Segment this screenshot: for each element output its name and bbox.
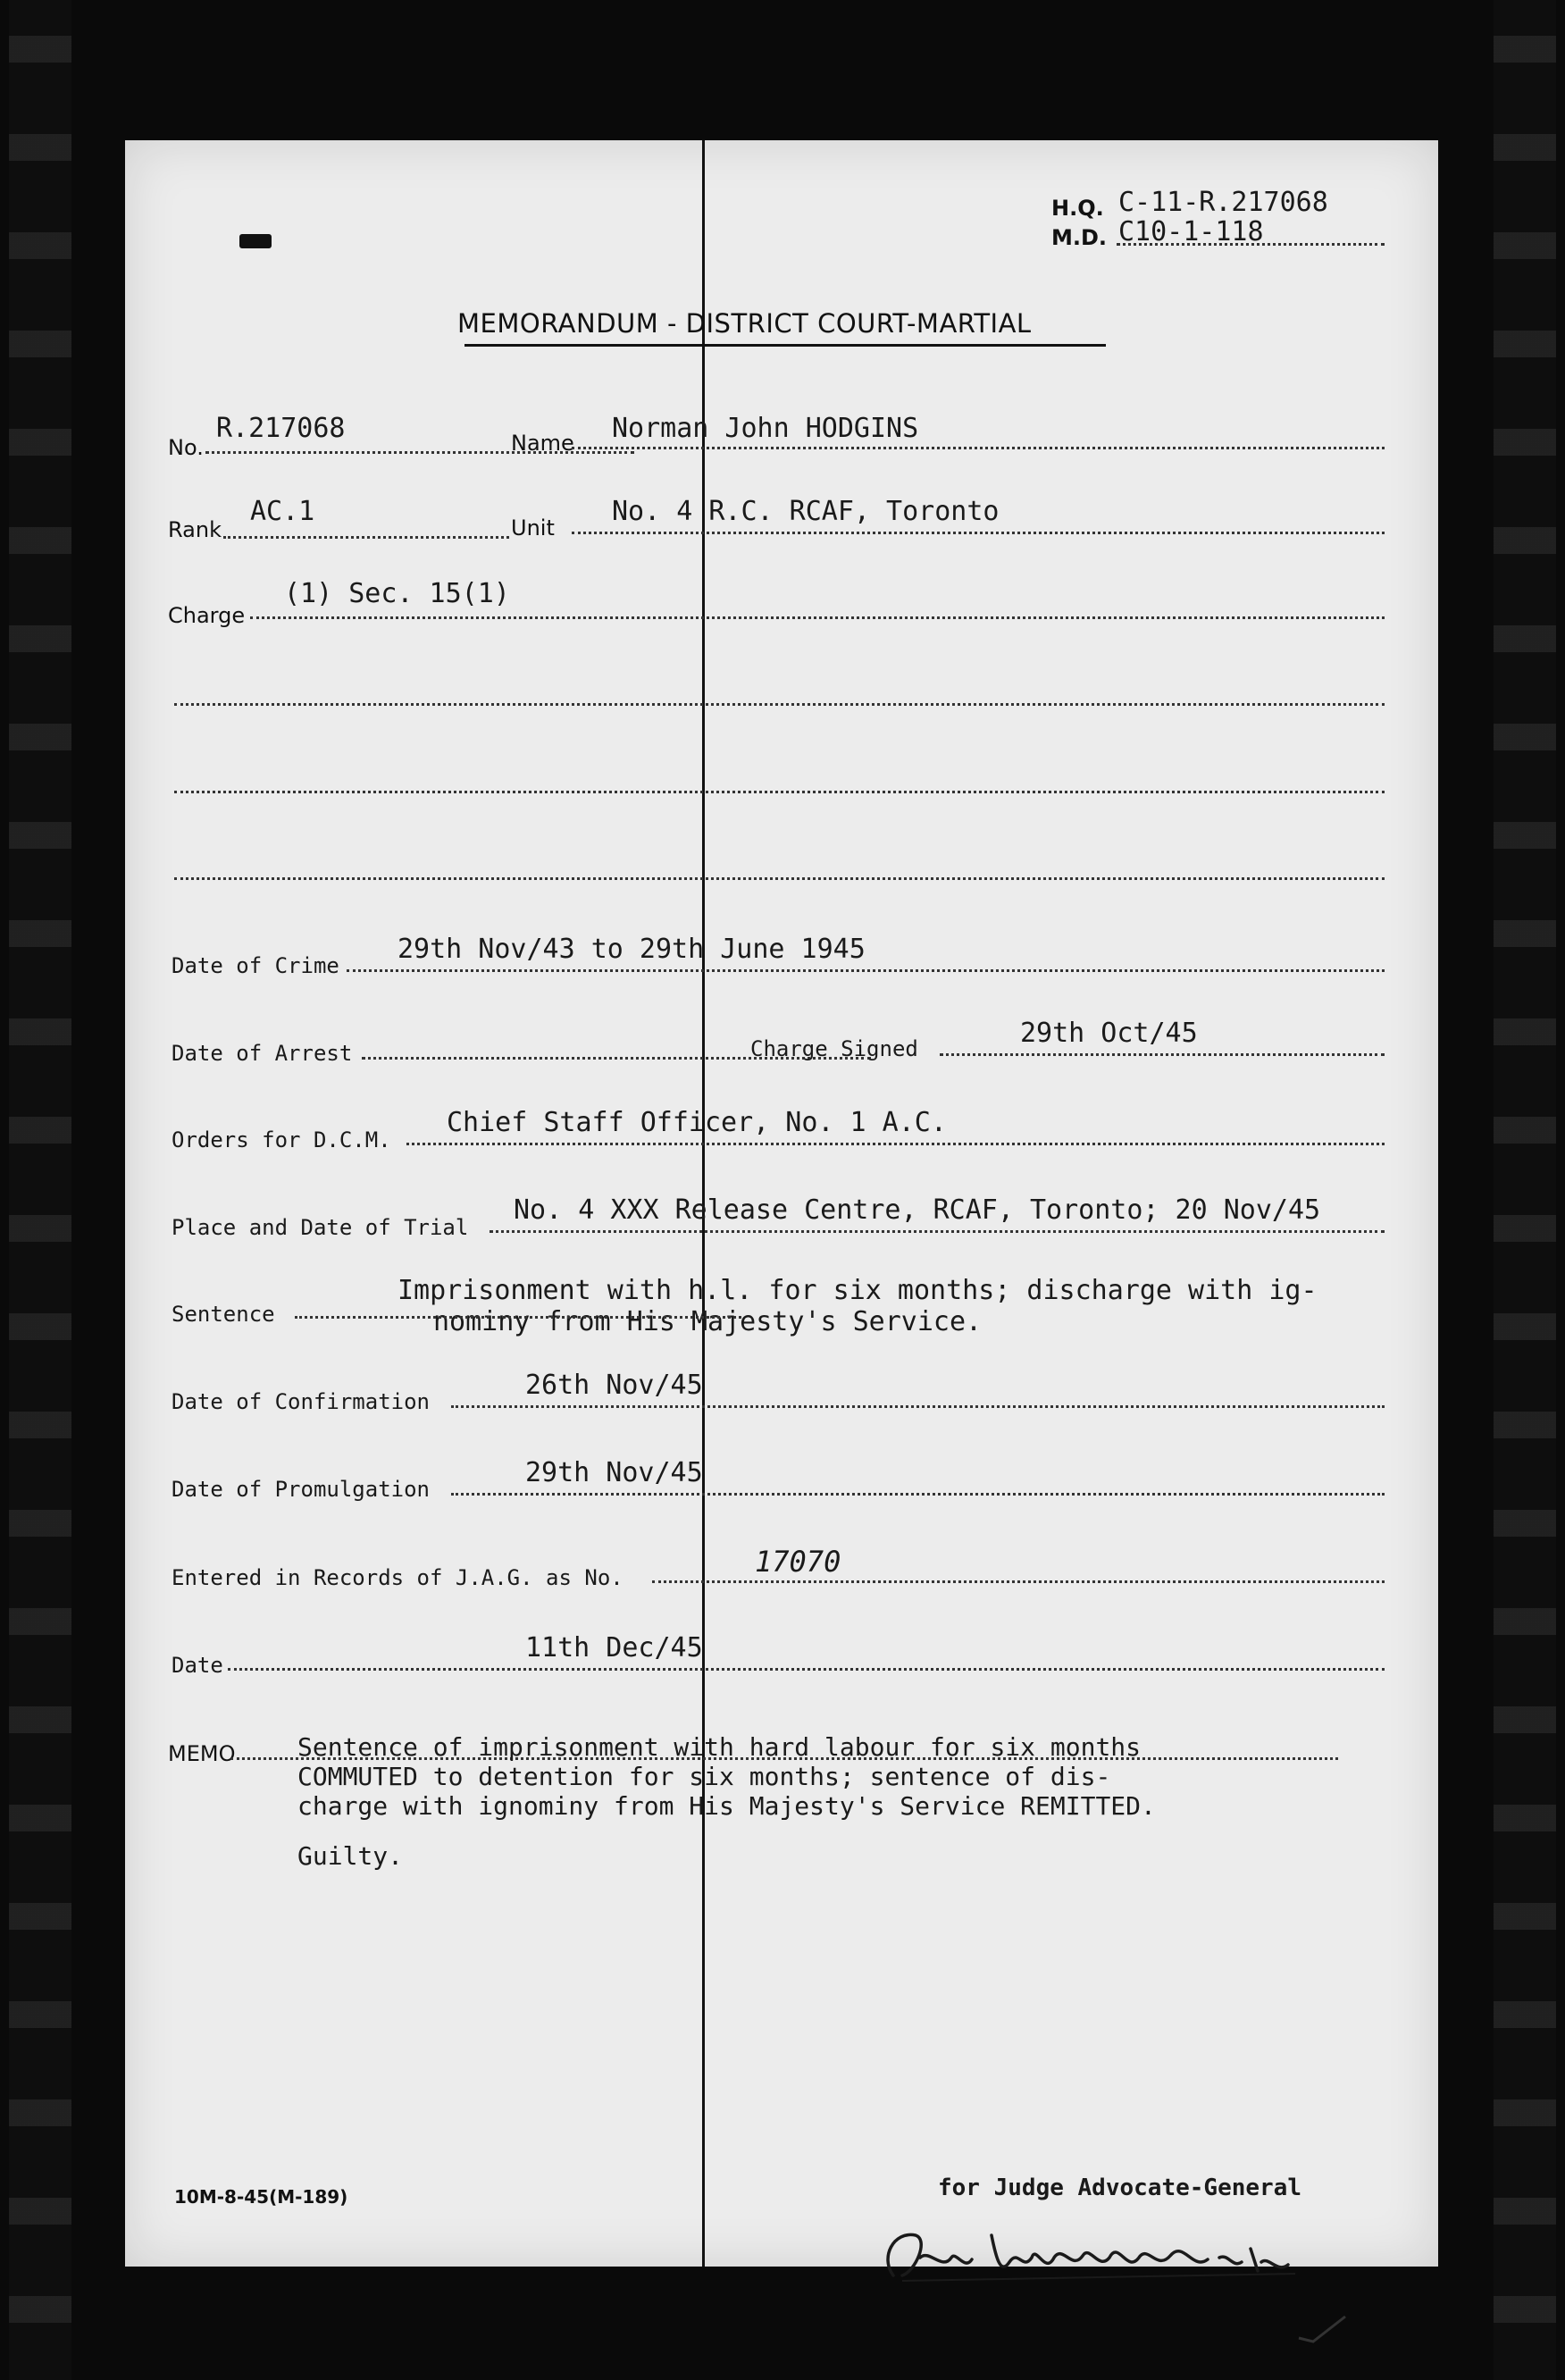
unit-label: Unit — [511, 515, 555, 541]
promulgation-label: Date of Promulgation — [172, 1477, 430, 1502]
rank-label: Rank — [168, 517, 222, 542]
place-date-label: Place and Date of Trial — [172, 1215, 469, 1240]
promulgation-dotted-line — [451, 1493, 1385, 1496]
md-label: M.D. — [1051, 225, 1108, 250]
charge-dotted-line-3 — [174, 791, 1385, 793]
date-of-arrest-label: Date of Arrest — [172, 1041, 353, 1066]
charge-signed-value: 29th Oct/45 — [1020, 1018, 1198, 1049]
memo-label: MEMO — [168, 1741, 236, 1766]
unit-value: No. 4 R.C. RCAF, Toronto — [612, 496, 1000, 527]
no-value: R.217068 — [216, 413, 346, 444]
jag-record-dotted-line — [652, 1580, 1385, 1583]
rank-value: AC.1 — [250, 496, 315, 527]
memo-line-1: Sentence of imprisonment with hard labour for six months — [297, 1732, 1142, 1762]
name-value: Norman John HODGINS — [612, 413, 919, 444]
charge-signed-label: Charge Signed — [750, 1036, 918, 1061]
sentence-line-2: nominy from His Majesty's Service. — [433, 1306, 983, 1337]
name-dotted-line — [572, 447, 1385, 449]
rank-dotted-line — [223, 536, 509, 539]
charge-dotted-line-2 — [174, 703, 1385, 706]
confirmation-value: 26th Nov/45 — [525, 1370, 703, 1401]
sentence-label: Sentence — [172, 1302, 275, 1327]
date-of-crime-value: 29th Nov/43 to 29th June 1945 — [398, 934, 866, 965]
charge-value: (1) Sec. 15(1) — [284, 578, 510, 609]
confirmation-label: Date of Confirmation — [172, 1389, 430, 1414]
charge-signed-dotted-line — [940, 1053, 1385, 1056]
date-value: 11th Dec/45 — [525, 1632, 703, 1663]
date-of-crime-label: Date of Crime — [172, 953, 339, 978]
no-label: No. — [168, 435, 204, 460]
redaction-mark — [239, 234, 272, 248]
charge-dotted-line-4 — [174, 877, 1385, 880]
date-label: Date — [172, 1653, 223, 1678]
film-edge-right — [1494, 0, 1556, 2380]
date-dotted-line — [228, 1668, 1385, 1671]
document-title: MEMORANDUM - DISTRICT COURT-MARTIAL — [457, 308, 1032, 339]
md-dotted-line — [1117, 243, 1385, 246]
place-date-dotted-line — [490, 1230, 1385, 1233]
place-date-value: No. 4 XXX Release Centre, RCAF, Toronto; 20 Nov/45 — [514, 1194, 1321, 1226]
charge-label: Charge — [168, 603, 246, 628]
title-underline — [464, 344, 1106, 347]
signature-caption: for Judge Advocate-General — [938, 2175, 1301, 2201]
md-value: C10-1-118 — [1118, 216, 1264, 247]
check-mark-icon — [1295, 2311, 1349, 2347]
form-number: 10M-8-45(M-189) — [174, 2186, 348, 2208]
memo-line-2: COMMUTED to detention for six months; sentence of dis- — [297, 1762, 1111, 1791]
memorandum-page — [125, 140, 1438, 2267]
memo-line-3: charge with ignominy from His Majesty's Service REMITTED. — [297, 1791, 1156, 1821]
orders-value: Chief Staff Officer, No. 1 A.C. — [447, 1107, 947, 1138]
film-edge-left — [9, 0, 71, 2380]
confirmation-dotted-line — [451, 1405, 1385, 1408]
jag-record-number: 17070 — [755, 1545, 841, 1579]
jag-record-label: Entered in Records of J.A.G. as No. — [172, 1565, 623, 1590]
sentence-line-1: Imprisonment with h.l. for six months; discharge with ig- — [398, 1275, 1318, 1306]
charge-dotted-line-1 — [250, 616, 1385, 619]
judge-advocate-signature — [875, 2222, 1349, 2293]
name-label: Name — [511, 431, 574, 456]
orders-dotted-line — [406, 1143, 1385, 1145]
unit-dotted-line — [572, 532, 1385, 534]
sentence-dotted-line — [295, 1316, 741, 1319]
hq-value: C-11-R.217068 — [1118, 187, 1328, 218]
promulgation-value: 29th Nov/45 — [525, 1457, 703, 1488]
hq-label: H.Q. — [1051, 196, 1104, 221]
orders-label: Orders for D.C.M. — [172, 1127, 391, 1152]
memo-line-4: Guilty. — [297, 1841, 404, 1871]
date-of-crime-dotted-line — [347, 969, 1385, 972]
